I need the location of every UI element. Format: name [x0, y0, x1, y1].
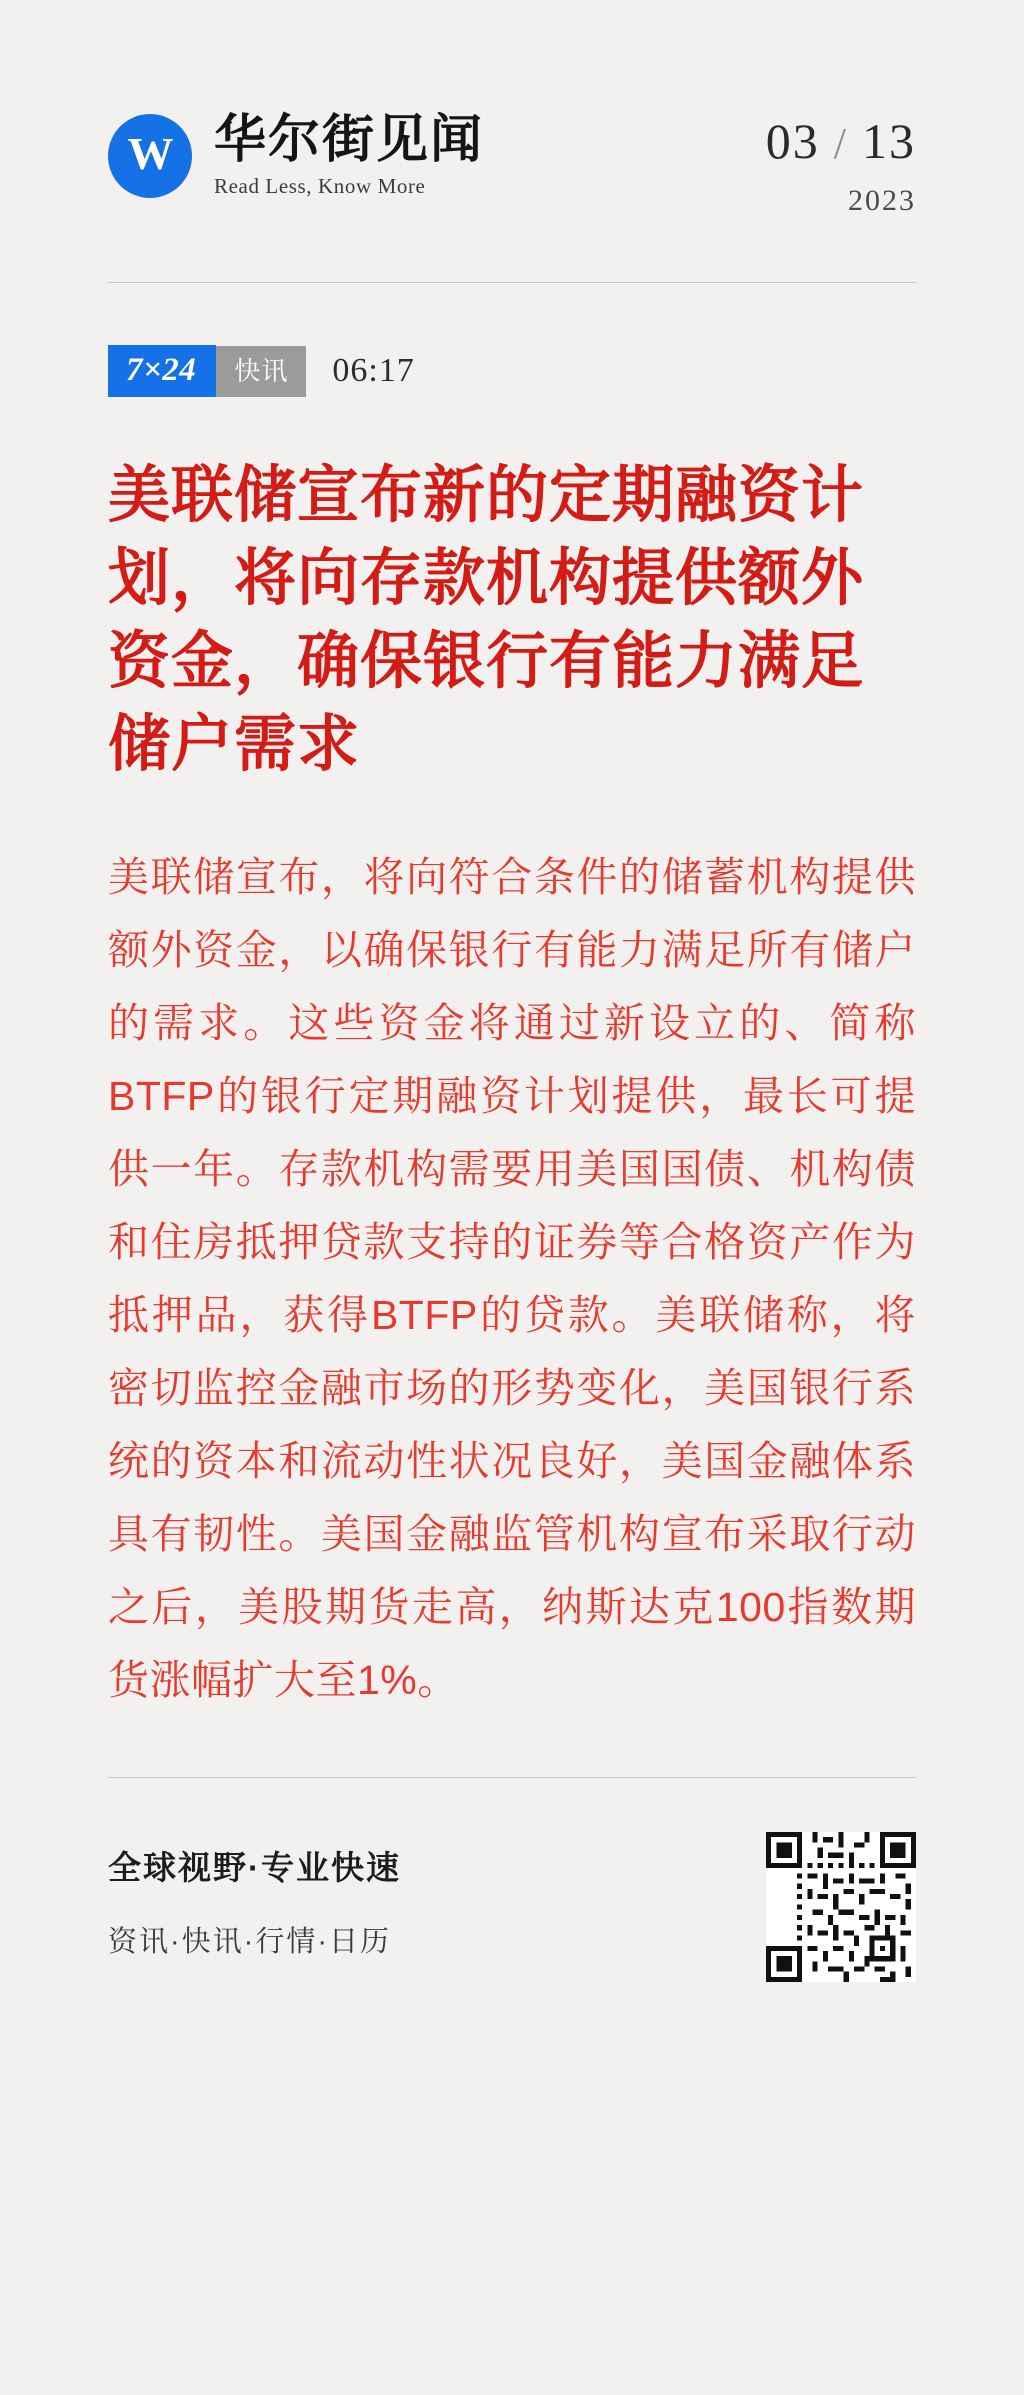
qr-code-icon[interactable]	[766, 1832, 916, 1982]
brand-name: 华尔街见闻	[214, 112, 485, 169]
date-block	[766, 112, 916, 218]
wallstreetcn-logo-icon	[108, 114, 192, 198]
footer-text-block	[108, 1832, 401, 1960]
date-month: 03	[765, 113, 820, 169]
logo-letter: W	[127, 127, 173, 179]
brand-text	[214, 112, 484, 199]
article-body: 美联储宣布，将向符合条件的储蓄机构提供额外资金，以确保银行有能力满足所有储户的需求。这些资金将通过新设立的、简称BTFP的银行定期融资计划提供，最长可提供一年。存款机构需要用美国国债、机构债和住房抵押贷款支持的证券等合格资产作为抵押品，获得BTFP的贷款。美联储称，将密切监控金融市场的形势变化，美国银行系统的资本和流动性状况良好，美国金融体系具有韧性。美国金融监管机构宣布采取行动之后，美股期货走高，纳斯达克100指数期货涨幅扩大至1%。	[108, 854, 916, 1703]
footer-tagline: 全球视野·专业快速	[108, 1848, 401, 1886]
publish-time: 06:17	[332, 352, 415, 389]
divider-top	[108, 282, 916, 283]
article-headline: 美联储宣布新的定期融资计划，将向存款机构提供额外资金，确保银行有能力满足储户需求	[108, 462, 865, 780]
meta-row	[108, 345, 916, 397]
date-year: 2023	[848, 184, 916, 217]
brand-block	[108, 112, 484, 199]
footer	[108, 1832, 916, 1982]
badge-newsflash: 快讯	[216, 346, 306, 397]
date-separator: /	[833, 119, 848, 168]
brand-slogan: Read Less, Know More	[214, 174, 426, 199]
footer-services: 资讯·快讯·行情·日历	[108, 1925, 391, 1958]
date-day: 13	[862, 113, 916, 169]
header	[108, 0, 916, 218]
divider-bottom	[108, 1777, 916, 1778]
date-main	[765, 113, 916, 169]
badge-7x24: 7×24	[108, 345, 216, 397]
